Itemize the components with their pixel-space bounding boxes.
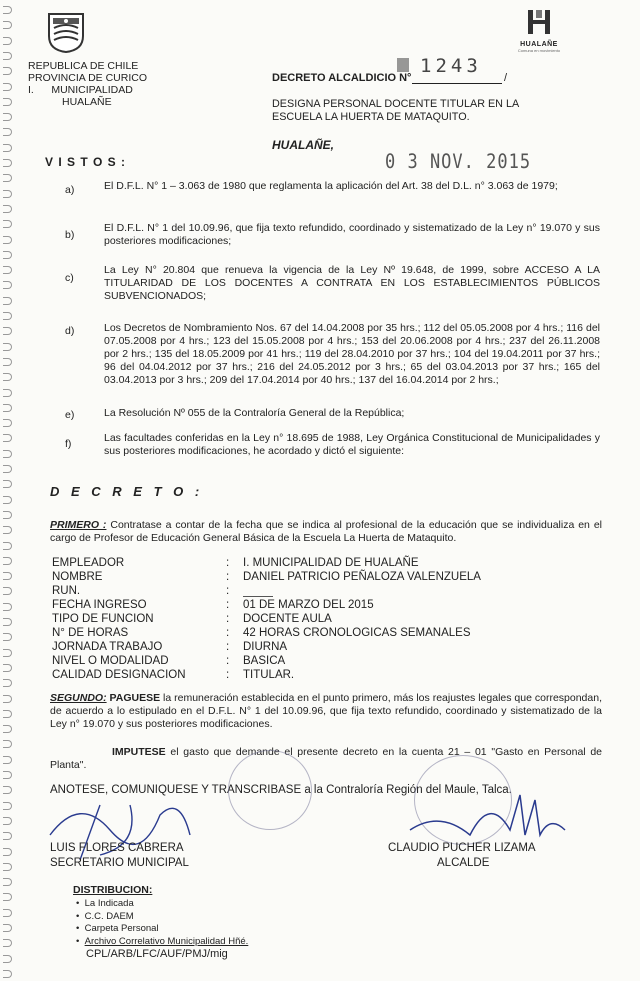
vistos-letter-a: a)	[65, 184, 75, 196]
list-item: • C.C. DAEM	[76, 910, 134, 922]
binder-hole-icon	[3, 878, 12, 886]
decree-label: DECRETO ALCALDICIO N°	[272, 72, 412, 84]
municipal-crest-icon	[45, 10, 87, 54]
binder-hole-icon	[3, 740, 12, 748]
binder-hole-icon	[3, 817, 12, 825]
binder-hole-icon	[3, 664, 12, 672]
binder-hole-icon	[3, 863, 12, 871]
segundo-paragraph	[50, 692, 602, 731]
bullet-icon: •	[76, 910, 85, 922]
binder-hole-icon	[3, 618, 12, 626]
binder-hole-icon	[3, 542, 12, 550]
field-key: FECHA INGRESO	[52, 599, 147, 611]
header-province: PROVINCIA DE CURICO	[28, 72, 148, 84]
binder-hole-icon	[3, 220, 12, 228]
bullet-icon: •	[76, 935, 85, 947]
primero-text: Contratase a contar de la fecha que se indica al profesional de la educación que se individualiza en el cargo de Profesor de Educación General Básica de la Escuela La Huerta de Mataquito.	[50, 519, 602, 544]
vistos-item-e: La Resolución Nº 055 de la Contraloría General de la República;	[104, 407, 405, 419]
binder-hole-icon	[3, 144, 12, 152]
header-municipality-name: HUALAÑE	[62, 96, 112, 108]
vistos-letter-e: e)	[65, 409, 75, 421]
field-colon: :	[226, 655, 230, 667]
vistos-item-b: El D.F.L. N° 1 del 10.09.96, que fija texto refundido, coordinado y sistematizado de la Ley n° 19.070 y sus posteriores modificaciones;	[104, 222, 600, 247]
binder-hole-icon	[3, 373, 12, 381]
distribucion-initials: CPL/ARB/LFC/AUF/PMJ/mig	[86, 948, 228, 960]
vistos-item-c: La Ley N° 20.804 que renueva la vigencia de la Ley Nº 19.648, de 1999, sobre ACCESO A LA TITULARIDAD DE LOS DOCENTES A CONTRATA EN LOS ESTABLECIMIENTOS PÚBLICOS SUBVENCIONADOS;	[104, 264, 600, 302]
field-colon: :	[226, 557, 230, 569]
field-value: DIURNA	[243, 641, 288, 653]
binder-hole-icon	[3, 893, 12, 901]
segundo-label: SEGUNDO:	[50, 692, 107, 704]
list-item: • Archivo Correlativo Municipalidad Hñé.	[76, 935, 249, 947]
binder-hole-icon	[3, 98, 12, 106]
field-value: 01 DE MARZO DEL 2015	[243, 599, 374, 611]
binder-hole-icon	[3, 603, 12, 611]
binder-hole-icon	[3, 190, 12, 198]
header-country: REPUBLICA DE CHILE	[28, 60, 139, 72]
bullet-icon: •	[76, 923, 85, 934]
field-key: NOMBRE	[52, 571, 103, 583]
primero-paragraph	[50, 519, 602, 545]
binder-hole-icon	[3, 572, 12, 580]
vistos-item-d: Los Decretos de Nombramiento Nos. 67 del 14.04.2008 por 35 hrs.; 112 del 05.05.2008 por 4 hrs.; 116 del 07.05.2008 por 4 hrs.; 123 del 15.05.2008 por 4 hrs.; 153 del 20.06.2008 por 4 hrs.; 237 del 26.11.2008 por 2 hrs.; 135 del 18.05.2009 por 41 hrs.; 119 del 28.04.2010 por 37 hrs.; 104 del 19.04.2011 por 37 hrs.; 96 del 04.04.2012 por 37 hrs.; 216 del 24.05.2012 por 3 hrs.; 65 del 03.04.2013 por 37 hrs.; 165 del 03.04.2013 por 3 hrs.; 209 del 17.04.2014 por 40 hrs.; 137 del 16.04.2014 por 2 hrs.;	[104, 322, 600, 386]
vistos-title: V I S T O S :	[45, 155, 127, 169]
binder-hole-icon	[3, 939, 12, 947]
binder-hole-icon	[3, 679, 12, 687]
binder-hole-icon	[3, 587, 12, 595]
field-key: TIPO DE FUNCION	[52, 613, 154, 625]
binder-hole-icon	[3, 6, 12, 14]
decree-number: 1243	[420, 55, 482, 77]
field-key: EMPLEADOR	[52, 557, 125, 569]
imputese-bold: IMPUTESE	[112, 746, 166, 758]
logo-subtext: Comuna en movimiento	[517, 48, 561, 53]
decree-suffix: /	[504, 72, 508, 84]
secretaria-stamp-icon	[228, 750, 312, 830]
binder-hole-icon	[3, 771, 12, 779]
secretary-title: SECRETARIO MUNICIPAL	[50, 857, 189, 869]
binder-hole-icon	[3, 37, 12, 45]
binder-hole-icon	[3, 450, 12, 458]
field-value: 42 HORAS CRONOLOGICAS SEMANALES	[243, 627, 471, 639]
binder-hole-icon	[3, 832, 12, 840]
field-value: TITULAR.	[243, 669, 295, 681]
field-key: JORNADA TRABAJO	[52, 641, 163, 653]
binder-hole-icon	[3, 419, 12, 427]
field-colon: :	[226, 641, 230, 653]
header-municipality: I. MUNICIPALIDAD	[28, 84, 133, 96]
field-colon: :	[226, 585, 230, 597]
vistos-letter-f: f)	[65, 438, 72, 450]
field-colon: :	[226, 571, 230, 583]
mayor-name: CLAUDIO PUCHER LIZAMA	[388, 842, 536, 854]
secretary-name: LUIS FLORES CABRERA	[50, 842, 184, 854]
distribucion-title: DISTRIBUCION:	[73, 884, 153, 896]
binder-hole-icon	[3, 251, 12, 259]
run-redaction	[243, 588, 273, 597]
field-colon: :	[226, 669, 230, 681]
field-key: RUN.	[52, 585, 81, 597]
binder-hole-icon	[3, 327, 12, 335]
anotese-line: ANOTESE, COMUNIQUESE Y TRANSCRIBASE a la Contraloría Región del Maule, Talca.	[50, 784, 512, 796]
binder-hole-icon	[3, 480, 12, 488]
binder-hole-icon	[3, 358, 12, 366]
binder-hole-icon	[3, 297, 12, 305]
binder-hole-icon	[3, 511, 12, 519]
field-key: CALIDAD DESIGNACION	[52, 669, 186, 681]
decree-subject: DESIGNA PERSONAL DOCENTE TITULAR EN LA ESCUELA LA HUERTA DE MATAQUITO.	[272, 98, 519, 123]
binder-hole-icon	[3, 633, 12, 641]
place-label: HUALAÑE,	[272, 138, 334, 152]
binder-hole-icon	[3, 786, 12, 794]
list-item: • Carpeta Personal	[76, 923, 159, 934]
decreto-title: D E C R E T O :	[50, 484, 204, 499]
field-colon: :	[226, 613, 230, 625]
binder-hole-icon	[3, 174, 12, 182]
decree-number-line	[412, 83, 502, 84]
binder-hole-icon	[3, 710, 12, 718]
vistos-item-f: Las facultades conferidas en la Ley n° 18.695 de 1988, Ley Orgánica Constitucional de Municipalidades y sus posteriores modificaciones, he acordado y dictó el siguiente:	[104, 432, 600, 457]
field-colon: :	[226, 627, 230, 639]
binder-hole-icon	[3, 404, 12, 412]
binder-hole-icon	[3, 557, 12, 565]
binder-hole-icon	[3, 924, 12, 932]
field-colon: :	[226, 599, 230, 611]
mayor-title: ALCALDE	[437, 857, 490, 869]
binder-hole-icon	[3, 802, 12, 810]
imputese-paragraph	[50, 746, 602, 772]
binder-hole-icon	[3, 526, 12, 534]
binder-holes	[0, 0, 16, 981]
hualane-logo	[514, 8, 564, 53]
binder-hole-icon	[3, 159, 12, 167]
field-value: BASICA	[243, 655, 286, 667]
binder-hole-icon	[3, 496, 12, 504]
binder-hole-icon	[3, 266, 12, 274]
binder-hole-icon	[3, 970, 12, 978]
vistos-item-a: El D.F.L. N° 1 – 3.063 de 1980 que reglamenta la aplicación del Art. 38 del D.L. n° 3.063 de 1979;	[104, 180, 558, 192]
field-value: I. MUNICIPALIDAD DE HUALAÑE	[243, 557, 419, 569]
hualane-logo-icon	[526, 8, 552, 36]
field-key: NIVEL O MODALIDAD	[52, 655, 169, 667]
imputese-text: el gasto que demande el presente decreto en la cuenta 21 – 01 "Gasto en Personal de Planta".	[50, 746, 603, 771]
logo-text: HUALAÑE	[520, 41, 558, 48]
binder-hole-icon	[3, 83, 12, 91]
binder-hole-icon	[3, 465, 12, 473]
date-stamp: 0 3 NOV. 2015	[385, 150, 532, 174]
segundo-bold: PAGUESE	[109, 692, 161, 704]
primero-label: PRIMERO :	[50, 519, 107, 531]
segundo-text: la remuneración establecida en el punto primero, más los reajustes legales que correspondan, de acuerdo a lo estipulado en el D.F.L. N° 1 del 10.09.96, que fija texto refundido, coordinado y sistematizado de la Ley n° 19.070 y sus posteriores modificaciones.	[50, 692, 602, 730]
binder-hole-icon	[3, 434, 12, 442]
binder-hole-icon	[3, 955, 12, 963]
binder-hole-icon	[3, 312, 12, 320]
binder-hole-icon	[3, 281, 12, 289]
binder-hole-icon	[3, 725, 12, 733]
field-value: DANIEL PATRICIO PEÑALOZA VALENZUELA	[243, 571, 481, 583]
decree-stamp-icon	[397, 58, 409, 72]
vistos-letter-c: c)	[65, 272, 74, 284]
binder-hole-icon	[3, 649, 12, 657]
binder-hole-icon	[3, 128, 12, 136]
list-item: • La Indicada	[76, 898, 134, 909]
binder-hole-icon	[3, 343, 12, 351]
bullet-icon: •	[76, 898, 85, 909]
field-value: DOCENTE AULA	[243, 613, 332, 625]
binder-hole-icon	[3, 52, 12, 60]
binder-hole-icon	[3, 205, 12, 213]
binder-hole-icon	[3, 67, 12, 75]
binder-hole-icon	[3, 909, 12, 917]
vistos-letter-d: d)	[65, 325, 75, 337]
binder-hole-icon	[3, 848, 12, 856]
binder-hole-icon	[3, 236, 12, 244]
binder-hole-icon	[3, 113, 12, 121]
field-key: N° DE HORAS	[52, 627, 129, 639]
vistos-letter-b: b)	[65, 229, 75, 241]
binder-hole-icon	[3, 389, 12, 397]
binder-hole-icon	[3, 756, 12, 764]
binder-hole-icon	[3, 21, 12, 29]
binder-hole-icon	[3, 695, 12, 703]
